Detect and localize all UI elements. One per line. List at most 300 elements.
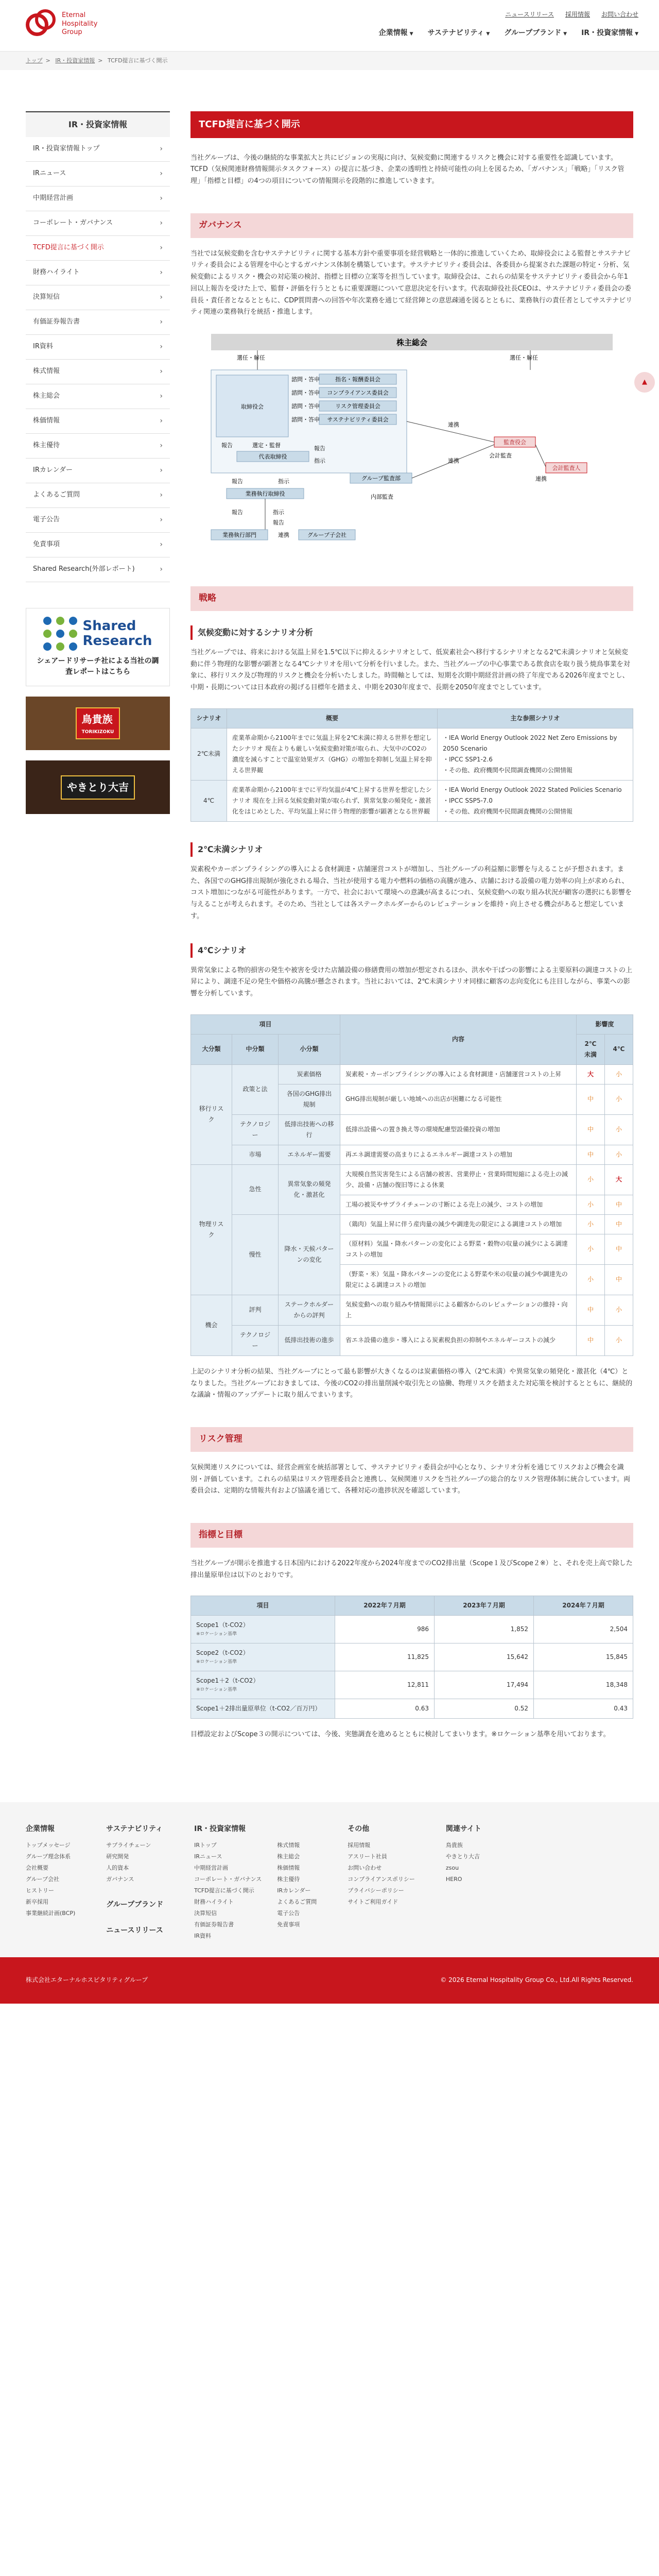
risk-row (191, 1295, 633, 1325)
footer-column (446, 1823, 481, 1942)
diagram-internal: 内部監査 (371, 494, 393, 500)
footer-list (277, 1840, 317, 1942)
ghg-value: 2,504 (534, 1616, 633, 1643)
impact-4c: 中 (605, 1214, 633, 1234)
risk-content: 省エネ設備の進歩・導入による炭素税負担の抑制やエネルギーコストの減少 (340, 1325, 577, 1355)
risk-content: 再エネ調達需要の高まりによるエネルギー調達コストの増加 (340, 1145, 577, 1164)
sidebar-item[interactable] (26, 557, 170, 582)
svg-text:指示: 指示 (278, 478, 289, 485)
ghg-label-note: ※ロケーション基準 (196, 1687, 237, 1692)
diagram-ceo: 代表取締役 (258, 453, 287, 460)
ghg-label-text: Scope1（t-CO2） (196, 1621, 249, 1629)
risk-subcategory: 政策と法 (232, 1064, 279, 1114)
chevron-right-icon: › (160, 219, 163, 228)
risk-row (191, 1145, 633, 1164)
footer-link[interactable]: 決算短信 (194, 1909, 217, 1917)
impact-2c: 中 (577, 1114, 605, 1145)
footer-link[interactable]: IRトップ (194, 1841, 217, 1849)
ghg-label-text: Scope2（t-CO2） (196, 1649, 249, 1656)
impact-4c: 小 (605, 1114, 633, 1145)
risk-subcategory: テクノロジー (232, 1325, 279, 1355)
risk-detail: 低排出技術の進歩 (279, 1325, 340, 1355)
sidebar-item[interactable] (26, 508, 170, 533)
daikichi-banner[interactable] (26, 760, 170, 814)
footer-link[interactable]: 株主優待 (277, 1875, 300, 1883)
footer-link[interactable]: よくあるご質問 (277, 1898, 317, 1905)
svg-text:連携: 連携 (535, 476, 547, 482)
footer-column-lists (446, 1840, 481, 1885)
diagram-auditor-board: 監査役会 (504, 439, 526, 446)
chevron-right-icon: › (160, 244, 163, 252)
sidebar-item-label: 株主優待 (33, 442, 60, 450)
diagram-board: 取締役会 (241, 403, 264, 410)
gnav-company[interactable]: 企業情報 ▼ (378, 29, 413, 37)
footer-column (194, 1823, 317, 1942)
scenario-ref: ・IPCC SSP5-7.0 (443, 796, 493, 804)
sidebar-item-label: IR・投資家情報トップ (33, 145, 100, 153)
shared-research-name: Shared Research (82, 618, 152, 649)
sidebar-item[interactable] (26, 285, 170, 310)
torikizoku-logo: 鳥貴族 TORIKIZOKU (76, 707, 120, 740)
company-name: 株式会社エターナルホスピタリティグループ (26, 1976, 148, 1984)
sidebar-item-label: IRニュース (33, 170, 66, 178)
footer-column-title[interactable]: ニュースリリース (106, 1926, 163, 1935)
metrics-body: 当社グループが開示を推進する日本国内における2022年度から2024年度までのCO2排出量（Scope１及びScope２※）と、それを売上高で除した排出量原単位は以下のとおりです。 (190, 1559, 633, 1579)
svg-text:諮問・答申: 諮問・答申 (291, 376, 320, 383)
ghg-row (191, 1671, 633, 1699)
scenario-2c-heading: 2℃未満シナリオ (190, 842, 633, 857)
footer-link[interactable]: HERO (445, 1875, 462, 1883)
scenario-body: 当社グループでは、将来における気温上昇を1.5℃以下に抑えるシナリオとして、低炭素社会へ移行するシナリオとなる2℃未満シナリオと気候変動に伴う物理的な影響が顕著となる4℃シナリオを用いて分析を行いました。また、当社グループの中心事業である飲食店を取り扱う焼鳥事業を対象に、移行リスク及び物理的リスクと機会を分析いたしました。時間軸としては、短期を次期中期経営計画の終了年度である2026年度までとし、中期・長期については日本政府の掲げる目標年を踏まえ、中期を2030年度まで、長期を2050年度までとしています。 (190, 648, 630, 691)
ghg-value: 18,348 (534, 1671, 633, 1699)
scenario-table: シナリオ 概要 主な参照シナリオ 2℃未満 産業革命期から2100年までに気温上昇を2℃未満に抑える世界を想定したシナリオ 現在よりも厳しい気候変動対策が取られ、大気中のCO2の濃度を減らすことで温室効果ガス（GHG）の増加を抑制し気温上昇を抑える世界観 ・IEA World Energy Outlook 2022 Net Zero Emissions by 2050 Scenario ・IPCC SSP1-2.6 ・その他、政府機関や民間調査機関の公開情報 4℃ 産業革命期から2100年までに平均気温が4℃上昇する世界を想定したシナリオ 現在を上回る気候変動対策が取られず、異常気象の頻発化・激甚化をはじめとした、平均気温上昇に伴う物理的影響が顕著となる世界観 ・IEA World Energy Outlook 2022 Stated Policies Scenario ・IPCC SSP5-7.0 ・その他、政府機関や民間調査機関の公開情報 (190, 708, 633, 822)
analysis-summary: 上記のシナリオ分析の結果、当社グループにとって最も影響が大きくなるのは炭素価格の導入（2℃未満）や異常気象の頻発化・激甚化（4℃）となりました。当社グループにおきましては、今後のCO2の排出量削減や取引先との協働、物理リスクを踏まえた対応策を検討するとともに、継続的な議論・情報のアップデートに取り組んでまいります。 (190, 1367, 633, 1399)
sidebar-item-label: 免責事項 (33, 540, 60, 549)
diagram-accountant: 会計監査人 (552, 465, 581, 471)
sidebar-item-label: 決算短信 (33, 293, 60, 301)
footer-link[interactable]: トップメッセージ (26, 1841, 71, 1849)
diagram-link: 選任・解任 (237, 354, 265, 361)
sidebar-item[interactable] (26, 310, 170, 335)
diagram-dept: 業務執行部門 (222, 532, 256, 538)
sidebar-item-label: IR資料 (33, 343, 53, 351)
footer-list (446, 1840, 480, 1885)
back-to-top-button[interactable]: ▲ (634, 372, 655, 393)
ghg-value: 15,642 (435, 1643, 534, 1671)
risk-row (191, 1325, 633, 1355)
scenario-summary: 産業革命期から2100年までに気温上昇を2℃未満に抑える世界を想定したシナリオ 現在よりも厳しい気候変動対策が取られ、大気中のCO2の濃度を減らすことで温室効果ガス（GHG）の増加を抑制し気温上昇を抑える世界観 (227, 728, 438, 780)
chevron-right-icon: › (160, 392, 163, 401)
sidebar-item-label: コーポレート・ガバナンス (33, 219, 113, 227)
sidebar-item[interactable] (26, 187, 170, 211)
footer-column-title[interactable]: IR・投資家情報 (194, 1825, 246, 1834)
sidebar-item[interactable] (26, 261, 170, 285)
scenario-4c-body: 異常気象による物的損害の発生や被害を受けた店舗設備の修繕費用の増加が想定されるほか、洪水や干ばつの影響による主要原料の調達コストの上昇により、調達不足の発生や価格の高騰が懸念されます。当社においては、2℃未満シナリオ同様に顧客の志向変化にも注目しながら、事業への影響を分析しています。 (190, 966, 633, 997)
metrics-heading: 指標と目標 (190, 1523, 633, 1548)
diagram-audit: グループ監査部 (361, 475, 401, 482)
footer-column-lists (348, 1840, 415, 1908)
footer-list (194, 1840, 262, 1942)
sidebar-item-label: IRカレンダー (33, 466, 73, 474)
chevron-right-icon: › (160, 268, 163, 277)
scenario-row (191, 728, 633, 780)
chevron-right-icon: › (160, 293, 163, 302)
breadcrumb-ir[interactable]: IR・投資家情報 (55, 57, 95, 64)
impact-4c: 中 (605, 1264, 633, 1295)
sidebar-item-label: 株式情報 (33, 367, 60, 376)
diagram-exec: 業務執行取締役 (245, 490, 285, 497)
gnav-brands[interactable]: グループブランド ▼ (504, 29, 567, 37)
main-content (190, 111, 633, 1740)
risk-content: 気候変動への取り組みや情報開示による顧客からのレピュテーションの維持・向上 (340, 1295, 577, 1325)
footer-link[interactable]: TCFD提言に基づく開示 (194, 1887, 254, 1894)
svg-text:サステナビリティ委員会: サステナビリティ委員会 (327, 416, 389, 423)
risk-detail: 炭素価格 (279, 1064, 340, 1084)
risk-mgmt-heading: リスク管理 (190, 1427, 633, 1452)
footer-list (26, 1840, 75, 1919)
scenario-row (191, 780, 633, 821)
footer-link[interactable]: 電子公告 (277, 1909, 300, 1917)
sidebar-list (26, 137, 170, 582)
ghg-row (191, 1643, 633, 1671)
torikizoku-banner[interactable] (26, 697, 170, 750)
ghg-label (191, 1699, 335, 1718)
chevron-right-icon: › (160, 145, 163, 154)
footer-column (26, 1823, 75, 1942)
scenario-heading: 気候変動に対するシナリオ分析 (190, 625, 633, 640)
footer-link[interactable]: 会社概要 (26, 1864, 48, 1871)
risk-content: 工場の被災やサプライチェーンの寸断による売上の減少、コストの増加 (340, 1195, 577, 1214)
ghg-row (191, 1616, 633, 1643)
risk-subcategory: テクノロジー (232, 1114, 279, 1145)
svg-text:連携: 連携 (448, 421, 459, 428)
footer-link[interactable]: 財務ハイライト (194, 1898, 234, 1905)
svg-text:選定・監督: 選定・監督 (252, 442, 281, 449)
chevron-right-icon: › (160, 170, 163, 178)
sidebar-item[interactable] (26, 211, 170, 236)
shared-research-banner[interactable] (26, 608, 170, 686)
footer-column-title[interactable]: サステナビリティ (106, 1825, 163, 1834)
sidebar-item[interactable] (26, 236, 170, 261)
sidebar-item[interactable] (26, 483, 170, 508)
risk-category: 移行リスク (191, 1064, 232, 1164)
sidebar-item[interactable] (26, 459, 170, 483)
chevron-right-icon: › (160, 367, 163, 376)
chevron-down-icon: ▼ (486, 31, 490, 37)
svg-text:報告: 報告 (221, 442, 233, 449)
ghg-value: 0.43 (534, 1699, 633, 1718)
sidebar-item-label: 中期経営計画 (33, 194, 74, 202)
sidebar-item[interactable] (26, 360, 170, 384)
impact-2c: 大 (577, 1064, 605, 1084)
svg-text:諮問・答申: 諮問・答申 (291, 389, 320, 396)
footer-column-title[interactable]: グループブランド (106, 1900, 164, 1909)
risk-content: （鶏肉）気温上昇に伴う産肉量の減少や調達先の限定による調達コストの増加 (340, 1214, 577, 1234)
ghg-label (191, 1616, 335, 1643)
footer-column (106, 1823, 163, 1942)
footer-list (106, 1840, 151, 1885)
sidebar-item[interactable] (26, 384, 170, 409)
risk-subcategory: 慢性 (232, 1214, 279, 1295)
footer-link[interactable]: 有価証券報告書 (194, 1921, 234, 1928)
ghg-row (191, 1699, 633, 1718)
scenario-summary: 産業革命期から2100年までに平均気温が4℃上昇する世界を想定したシナリオ 現在を上回る気候変動対策が取られず、異常気象の頻発化・激甚化をはじめとした、平均気温上昇に伴う物理的影響が顕著となる世界観 (227, 780, 438, 821)
footer-link[interactable]: 新卒採用 (26, 1898, 48, 1905)
ghg-value: 12,811 (335, 1671, 435, 1699)
chevron-right-icon: › (160, 491, 163, 500)
logo-mark-icon (26, 9, 56, 39)
strategy-heading: 戦略 (190, 586, 633, 611)
svg-text:報告: 報告 (232, 478, 243, 485)
logo-text: Eternal Hospitality Group (62, 11, 98, 37)
ghg-value: 0.52 (435, 1699, 534, 1718)
ghg-value: 0.63 (335, 1699, 435, 1718)
footer-link[interactable]: IR資料 (194, 1932, 212, 1939)
chevron-right-icon: › (160, 194, 163, 203)
footer-link[interactable]: 免責事項 (277, 1921, 300, 1928)
risk-detail: エネルギー需要 (279, 1145, 340, 1164)
risk-content: 炭素税・カーボンプライシングの導入による食材調達・店舗運営コストの上昇 (340, 1064, 577, 1084)
daikichi-logo: やきとり大吉 (61, 775, 135, 800)
footer-column-title[interactable]: 企業情報 (26, 1825, 55, 1834)
scenario-4c-heading: 4℃シナリオ (190, 943, 633, 958)
ghg-label (191, 1671, 335, 1699)
impact-4c: 大 (605, 1164, 633, 1195)
ghg-label-text: Scope1＋2（t-CO2） (196, 1676, 259, 1684)
footer-link[interactable]: 中期経営計画 (194, 1864, 229, 1871)
global-nav (379, 27, 638, 40)
svg-text:リスク管理委員会: リスク管理委員会 (335, 403, 380, 410)
impact-2c: 中 (577, 1145, 605, 1164)
chevron-right-icon: › (160, 442, 163, 450)
chevron-right-icon: › (160, 466, 163, 475)
breadcrumb-current: TCFD提言に基づく開示 (108, 57, 168, 64)
chevron-right-icon: › (160, 417, 163, 426)
svg-text:報告: 報告 (314, 445, 325, 452)
risk-row (191, 1114, 633, 1145)
ghg-label-text: Scope1＋2排出量原単位（t-CO2／百万円） (196, 1704, 321, 1712)
svg-text:指示: 指示 (314, 457, 325, 464)
footer-link[interactable]: 事業継続計画(BCP) (26, 1909, 76, 1917)
risk-detail: 低排出技術への移行 (279, 1114, 340, 1145)
sidebar-item[interactable] (26, 137, 170, 162)
footer-link[interactable]: グループ会社 (26, 1875, 60, 1883)
governance-diagram (201, 334, 623, 561)
scenario-ref: ・IEA World Energy Outlook 2022 Stated Policies Scenario (443, 786, 622, 793)
risk-detail: ステークホルダーからの評判 (279, 1295, 340, 1325)
svg-text:連携: 連携 (278, 532, 289, 538)
chevron-right-icon: › (160, 565, 163, 574)
footer-link[interactable]: ヒストリー (26, 1887, 54, 1894)
impact-4c: 小 (605, 1325, 633, 1355)
risk-detail: 各国のGHG排出規制 (279, 1084, 340, 1114)
chevron-right-icon: › (160, 516, 163, 524)
governance-body: 当社では気候変動を含むサステナビリティに関する基本方針や重要事項を経営戦略と一体的に推進していくため、取締役会による監督とサステナビリティ委員会による管理を中心とするガバナンス体制を構築しています。サステナビリティ委員会は、各委員から提案された課題の特定・分析、気候変動によるリスク・機会の対応策の検討、指標と目標の立案等を担当しています。取締役会は、これらの結果をサステナビリティ委員会から年1回以上報告を受けた上で、監督・評価を行うとともに重要課題について意思決定を行います。代表取締役社長CEOは、サステナビリティ委員会の委員長・責任者となるとともに、CDP質問書への回答や年次業務を通じて経営陣との意思疎通を図るとともに、業務執行の責任者としてサステナビリティ関連の業務執行を統括・推進します。 (190, 249, 633, 316)
sidebar-item-label: よくあるご質問 (33, 491, 80, 499)
footer-link[interactable]: 鳥貴族 (445, 1841, 463, 1849)
breadcrumb-top[interactable]: トップ (26, 57, 43, 64)
copyright-bar (0, 1957, 659, 2004)
svg-text:指名・報酬委員会: 指名・報酬委員会 (335, 376, 380, 383)
diagram-top: 株主総会 (396, 338, 428, 347)
footer-link[interactable]: ガバナンス (106, 1875, 134, 1883)
util-link-news[interactable]: ニュースリリース (505, 11, 554, 18)
ghg-value: 1,852 (435, 1616, 534, 1643)
scenario-name: 4℃ (191, 780, 227, 821)
scenario-2c-body: 炭素税やカーボンプライシングの導入による食材調達・店舗運営コストが増加し、当社グループの利益額に影響を与えることが予想されます。また、各国でのGHG排出規制が強化される場合、当社が使用する電力や燃料の価格の高騰が進み、店舗における設備の電力効率の向上が求められ、コスト増加につながる可能性があります。一方で、社会において環境への意識が高まるにつれ、気候変動への取り組み状況が顧客の選択にも影響を与えることが考えられます。そのため、当社としては各ステークホルダーからのレピュテーションを維持・向上させる機会があると想定しています。 (190, 865, 632, 920)
impact-2c: 小 (577, 1164, 605, 1195)
risk-detail: 降水・天候パターンの変化 (279, 1214, 340, 1295)
impact-2c: 中 (577, 1295, 605, 1325)
svg-text:報告: 報告 (273, 519, 284, 526)
footer-column-title[interactable]: その他 (348, 1825, 370, 1834)
svg-text:会計監査: 会計監査 (489, 452, 512, 459)
risk-row (191, 1164, 633, 1195)
ghg-label-note: ※ロケーション基準 (196, 1659, 237, 1665)
sidebar-item-label: Shared Research(外部レポート) (33, 565, 135, 573)
gnav-sustainability[interactable]: サステナビリティ ▼ (427, 29, 490, 37)
impact-4c: 小 (605, 1084, 633, 1114)
ghg-label (191, 1643, 335, 1671)
footer-link[interactable]: IRカレンダー (277, 1887, 311, 1894)
sidebar-item-label: 株主総会 (33, 392, 60, 400)
util-link-recruit[interactable]: 採用情報 (565, 11, 590, 18)
chevron-right-icon: › (160, 318, 163, 327)
impact-4c: 小 (605, 1064, 633, 1084)
risk-category: 機会 (191, 1295, 232, 1355)
ghg-label-note: ※ロケーション基準 (196, 1632, 237, 1637)
page-title: TCFD提言に基づく開示 (190, 111, 633, 138)
sidebar-title: IR・投資家情報 (26, 111, 170, 137)
sidebar-item[interactable] (26, 162, 170, 187)
sidebar-item[interactable] (26, 434, 170, 459)
footer-link[interactable]: 株式情報 (277, 1841, 300, 1849)
risk-table: 項目 内容 影響度 大分類 中分類 小分類 2℃未満 4℃ 移行リスク 政策と法 炭素価格 炭素税・カーボンプライシングの導入による食材調達・店舗運営コストの上昇 大 小 各国のGHG排出規制 GHG排出規制が厳しい地域への出店が困難になる可能性 中 小 テクノロジー 低排出技術への移行 低排出設備への置き換え等の環境配慮型設備投資の増加 中 小 市場 エネルギー需要 再エネ調達需要の高まりによるエネルギー調達コストの増加 中 小 物理リスク 急性 異常気象の頻発化・激甚化 大規模自然災害発生による店舗の被害、営業停止・営業時間短縮による売上の減少、設備・店舗の復旧等による休業 小 大 工場の被災やサプライチェーンの寸断による売上の減少、コストの増加 小 中 慢性 降水・天候パターンの変化 （鶏肉）気温上昇に伴う産肉量の減少や調達先の限定による調達コストの増加 小 中 （原材料）気温・降水パターンの変化による野菜・穀物の収量の減少による調達コストの増加 小 中 （野菜・米）気温・降水パターンの変化による野菜や米の収量の減少や調達先の限定による調達コストの増加 小 中 機会 評判 ステークホルダーからの評判 気候変動への取り組みや情報開示による顧客からのレピュテーションの維持・向上 中 小 テクノロジー 低排出技術の進歩 省エネ設備の進歩・導入による炭素税負担の抑制やエネルギーコストの減少 中 小 (190, 1014, 633, 1356)
svg-text:連携: 連携 (448, 457, 459, 464)
footer-column-title[interactable]: 関連サイト (445, 1825, 481, 1834)
risk-content: GHG排出規制が厳しい地域への出店が困難になる可能性 (340, 1084, 577, 1114)
scenario-ref: ・その他、政府機関や民間調査機関の公開情報 (443, 807, 573, 815)
diagram-link: 選任・解任 (510, 354, 538, 361)
footer-column-lists (106, 1840, 163, 1885)
risk-subcategory: 市場 (232, 1145, 279, 1164)
footer-column-lists (194, 1840, 317, 1942)
footer-list (348, 1840, 415, 1908)
sidebar-item-label: 株価情報 (33, 417, 60, 425)
footer-link[interactable]: サイトご利用ガイド (348, 1898, 398, 1905)
chevron-down-icon: ▼ (563, 31, 567, 37)
impact-4c: 中 (605, 1195, 633, 1214)
scenario-ref: ・その他、政府機関や民間調査機関の公開情報 (443, 766, 573, 774)
footer-link[interactable]: 株価情報 (277, 1864, 300, 1871)
risk-content: （原材料）気温・降水パターンの変化による野菜・穀物の収量の減少による調達コストの増加 (340, 1234, 577, 1264)
footer-link[interactable]: 研究開発 (106, 1853, 129, 1860)
scenario-refs (438, 780, 633, 821)
metrics-footnote: 目標設定およびScope３の開示については、今後、実態調査を進めるとともに検討してまいります。※ロケーション基準を用いております。 (190, 1730, 610, 1738)
chevron-down-icon: ▼ (409, 31, 413, 37)
footer-column (348, 1823, 415, 1942)
impact-2c: 中 (577, 1084, 605, 1114)
footer-link[interactable]: お問い合わせ (348, 1864, 382, 1871)
impact-4c: 小 (605, 1295, 633, 1325)
ghg-value: 11,825 (335, 1643, 435, 1671)
site-header (0, 0, 659, 52)
sidebar-item-label: 電子公告 (33, 516, 60, 524)
ghg-value: 986 (335, 1616, 435, 1643)
impact-2c: 小 (577, 1234, 605, 1264)
intro-text: 当社グループは、今後の継続的な事業拡大と共にビジョンの実現に向け、気候変動に関連するリスクと機会に対する重要性を認識しています。TCFD（気候関連財務情報開示タスクフォース）の提言に基づき、企業の透明性と持続可能性の向上を図るため、「ガバナンス」「戦略」「リスク管理」「指標と目標」の4つの項目についての情報開示を段階的に推進していきます。 (190, 154, 625, 185)
sidebar (26, 111, 170, 1740)
governance-heading: ガバナンス (190, 213, 633, 238)
scenario-ref: ・IPCC SSP1-2.6 (443, 755, 493, 763)
risk-mgmt-body: 気候関連リスクについては、経営企画室を統括部署として、サステナビリティ委員会が中心となり、シナリオ分析を通じてリスクおよび機会を識別・評価しています。これらの結果はリスク管理委員会と連携し、気候関連リスクを当社グループの総合的なリスク管理体制に統合しています。両委員会は、定期的な情報共有および協議を通じて、各種対応の進捗状況を確認しています。 (190, 1463, 631, 1495)
footer-link[interactable]: IRニュース (194, 1853, 222, 1860)
svg-text:指示: 指示 (273, 509, 284, 516)
shared-research-note: シェアードリサーチ社による当社の調査レポートはこちら (37, 657, 159, 676)
chevron-right-icon: › (160, 343, 163, 351)
sidebar-item[interactable] (26, 409, 170, 434)
sidebar-item[interactable] (26, 335, 170, 360)
scenario-ref: ・IEA World Energy Outlook 2022 Net Zero Emissions by 2050 Scenario (443, 734, 617, 752)
chevron-down-icon: ▼ (635, 31, 638, 37)
impact-4c: 小 (605, 1145, 633, 1164)
util-link-contact[interactable]: お問い合わせ (601, 11, 638, 18)
ghg-value: 17,494 (435, 1671, 534, 1699)
copyright-text: © 2026 Eternal Hospitality Group Co., Ltd.All Rights Reserved. (440, 1976, 633, 1984)
footer-link[interactable]: サプライチェーン (106, 1841, 151, 1849)
impact-2c: 小 (577, 1195, 605, 1214)
chevron-right-icon: › (160, 540, 163, 549)
svg-text:諮問・答申: 諮問・答申 (291, 403, 320, 410)
risk-category: 物理リスク (191, 1164, 232, 1295)
utility-nav (505, 9, 638, 20)
footer-link[interactable]: アスリート社員 (348, 1853, 387, 1860)
sidebar-item[interactable] (26, 533, 170, 557)
scenario-refs (438, 728, 633, 780)
svg-text:コンプライアンス委員会: コンプライアンス委員会 (327, 389, 389, 396)
sidebar-item-label: 有価証券報告書 (33, 318, 80, 326)
risk-row (191, 1214, 633, 1234)
impact-4c: 中 (605, 1234, 633, 1264)
svg-text:報告: 報告 (232, 509, 243, 516)
impact-2c: 小 (577, 1214, 605, 1234)
footer-link[interactable]: 採用情報 (348, 1841, 371, 1849)
footer-link[interactable]: 人的資本 (106, 1864, 129, 1871)
risk-subcategory: 評判 (232, 1295, 279, 1325)
footer-link[interactable]: コーポレート・ガバナンス (194, 1875, 262, 1883)
impact-2c: 小 (577, 1264, 605, 1295)
shared-research-logo-icon (43, 617, 77, 651)
svg-text:諮問・答申: 諮問・答申 (291, 416, 320, 423)
risk-detail: 異常気象の頻発化・激甚化 (279, 1164, 340, 1214)
site-logo[interactable] (26, 9, 97, 39)
ghg-table: 項目 2022年７月期 2023年７月期 2024年７月期 Scope1（t-CO2） ※ロケーション基準 986 1,852 2,504 Scope2（t-CO2） ※ロケーション基準 11,825 15,642 15,845 Scope1＋2（t-CO2） ※ロケーション基準 12,811 17,494 18,348 Scope1＋2排出量原単位（t-CO2／百万円） 0.63 0.52 0.43 (190, 1596, 633, 1718)
footer-link[interactable]: 株主総会 (277, 1853, 300, 1860)
sidebar-item-label: 財務ハイライト (33, 268, 80, 277)
footer-link[interactable]: コンプライアンスポリシー (348, 1875, 415, 1883)
gnav-ir[interactable]: IR・投資家情報 ▼ (581, 29, 638, 37)
scenario-name: 2℃未満 (191, 728, 227, 780)
risk-subcategory: 急性 (232, 1164, 279, 1214)
footer-link[interactable]: やきとり大吉 (445, 1853, 480, 1860)
footer-link[interactable]: プライバシーポリシー (348, 1887, 404, 1894)
diagram-subs: グループ子会社 (307, 532, 347, 538)
footer-link[interactable]: グループ理念体系 (26, 1853, 71, 1860)
risk-content: （野菜・米）気温・降水パターンの変化による野菜や米の収量の減少や調達先の限定による調達コストの増加 (340, 1264, 577, 1295)
footer-link[interactable]: zsou (445, 1864, 459, 1871)
impact-2c: 中 (577, 1325, 605, 1355)
risk-content: 低排出設備への置き換え等の環境配慮型設備投資の増加 (340, 1114, 577, 1145)
